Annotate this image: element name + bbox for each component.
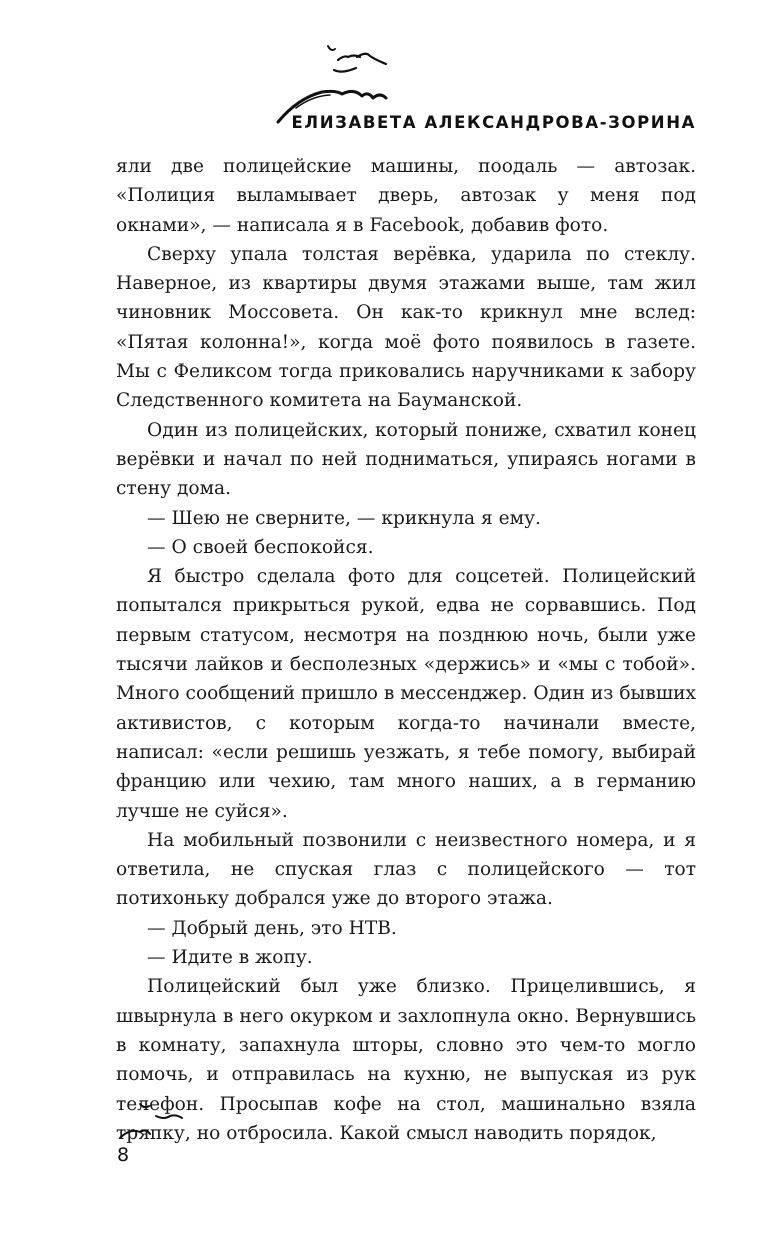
paragraph: Я быстро сделала фото для соцсетей. Полицейский попытался прикрыться рукой, едва не сорвавшись. Под первым статусом, несмотря на позднюю ночь, были уже тысячи лайков и бесполезных «держись» и «мы с тобой». Много сообщений пришло в мессенджер. Один из бывших активистов, с которым когда-то начинали вместе, написал: «если решишь уезжать, я тебе помогу, выбирай францию или чехию, там много наших, а в германию лучше не суйся».	[116, 566, 696, 822]
paragraph: Сверху упала толстая верёвка, ударила по стеклу. Наверное, из квартиры двумя этажами выше, там жил чиновник Моссовета. Он как-то крикнул мне вслед: «Пятая колонна!», когда моё фото появилось в газете. Мы с Феликсом тогда приковались наручниками к забору Следственного комитета на Бауманской.	[116, 243, 696, 412]
birds-icon	[116, 1098, 186, 1146]
paragraph: На мобильный позвонили с неизвестного номера, и я ответила, не спуская глаз с полицейского — тот потихоньку добрался уже до второго этажа.	[116, 829, 696, 910]
page-number: 8	[117, 1144, 130, 1166]
paragraph: Полицейский был уже близко. Прицелившись, я швырнула в него окурком и захлопнула окно. Вернувшись в комнату, запахнула шторы, словно это чем-то могло помочь, и отправилась на кухню, не выпуская из рук телефон. Просыпав кофе на стол, машинально взяла тряпку, но отбросила. Какой смысл наводить порядок,	[116, 976, 696, 1144]
dialogue-line: — Добрый день, это НТВ.	[147, 917, 397, 939]
page-body	[116, 152, 696, 1148]
dialogue-line: — Шею не сверните, — крикнула я ему.	[147, 507, 541, 529]
paragraph: Один из полицейских, который пониже, схватил конец верёвки и начал по ней подниматься, упираясь ногами в стену дома.	[116, 419, 696, 500]
dialogue-line: — Идите в жопу.	[147, 947, 313, 969]
dialogue-line: — О своей беспокойся.	[147, 536, 374, 558]
author-name: ЕЛИЗАВЕТА АЛЕКСАНДРОВА-ЗОРИНА	[291, 113, 696, 132]
paragraph: яли две полицейские машины, поодаль — автозак. «Полиция выламывает дверь, автозак у меня под окнами», — написала я в Facebook, добавив фото.	[116, 156, 696, 236]
